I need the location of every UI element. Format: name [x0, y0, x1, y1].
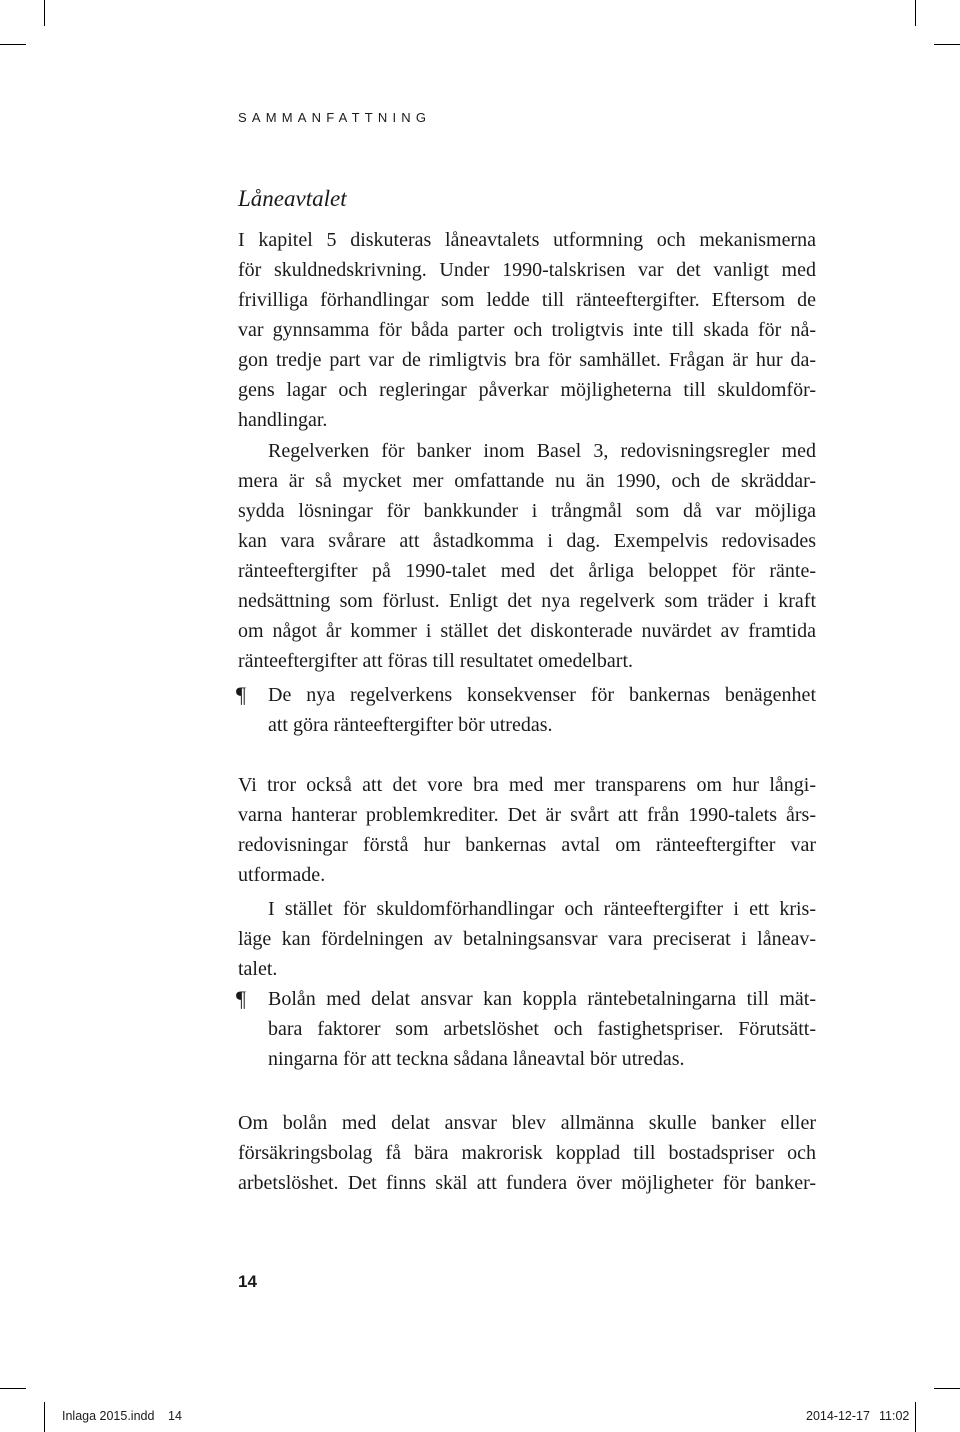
text-line: gens lagar och regleringar påverkar möjligheterna till skuldomför- [238, 379, 816, 401]
paragraph-5 [238, 1108, 816, 1198]
paragraph-2 [238, 436, 816, 676]
text-line: Vi tror också att det vore bra med mer transparens om hur långi- [238, 774, 816, 796]
text-line: utformade. [238, 864, 326, 886]
slug-divider [915, 1402, 916, 1432]
text-line: var gynnsamma för båda parter och troligtvis inte till skada för nå- [238, 319, 816, 341]
text-line: I stället för skuldomförhandlingar och ränteeftergifter i ett kris- [268, 898, 816, 920]
slug-time: 11:02 [879, 1409, 910, 1423]
text-line: handlingar. [238, 409, 328, 431]
text-line: Om bolån med delat ansvar blev allmänna skulle banker eller [238, 1112, 816, 1134]
print-slug [0, 1398, 960, 1432]
recommendation-1 [238, 680, 816, 740]
text-line: sydda lösningar för bankkunder i trångmål som då var möjliga [238, 500, 816, 522]
crop-mark [934, 44, 960, 45]
text-line: talet. [238, 958, 278, 980]
text-line: för skuldnedskrivning. Under 1990-talskrisen var det vanligt med [238, 259, 816, 281]
text-line: gon tredje part var de rimligtvis bra för samhället. Frågan är hur da- [238, 349, 816, 371]
text-line: att göra ränteeftergifter bör utredas. [268, 714, 553, 736]
text-line: redovisningar förstå hur bankernas avtal om ränteeftergifter var [238, 834, 816, 856]
running-head: SAMMANFATTNING [238, 110, 432, 125]
crop-mark [0, 1388, 26, 1389]
text-line: Regelverken för banker inom Basel 3, redovisningsregler med [268, 440, 816, 462]
text-line: Bolån med delat ansvar kan koppla räntebetalningarna till mät- [268, 988, 816, 1010]
slug-divider [44, 1402, 45, 1432]
pilcrow-icon: ¶ [236, 682, 246, 707]
text-line: ränteeftergifter att föras till resultatet omedelbart. [238, 650, 634, 672]
slug-date: 2014-12-17 [806, 1409, 870, 1423]
text-line: arbetslöshet. Det finns skäl att fundera över möjligheter för banker- [238, 1172, 816, 1194]
text-line: försäkringsbolag få bära makrorisk kopplad till bostadspriser och [238, 1142, 816, 1164]
page-number: 14 [238, 1272, 257, 1291]
text-line: ränteeftergifter på 1990-talet med det årliga beloppet för ränte- [238, 560, 816, 582]
text-line: läge kan fördelningen av betalningsansvar vara preciserat i låneav- [238, 928, 816, 950]
text-line: mera är så mycket mer omfattande nu än 1990, och de skräddar- [238, 470, 816, 492]
text-line: om något år kommer i stället det diskonterade nuvärdet av framtida [238, 620, 816, 642]
text-line: De nya regelverkens konsekvenser för bankernas benägenhet [268, 684, 816, 706]
text-line: ningarna för att teckna sådana låneavtal bör utredas. [268, 1048, 685, 1070]
text-line: bara faktorer som arbetslöshet och fastighetspriser. Förutsätt- [268, 1018, 816, 1040]
paragraph-4 [238, 894, 816, 984]
text-line: kan vara svårare att åstadkomma i dag. Exempelvis redovisades [238, 530, 816, 552]
recommendation-2 [238, 984, 816, 1074]
slug-file-name: Inlaga 2015.indd [62, 1409, 155, 1423]
crop-mark [44, 0, 45, 26]
crop-mark [915, 0, 916, 26]
paragraph-1 [238, 225, 816, 435]
text-line: frivilliga förhandlingar som ledde till ränteeftergifter. Eftersom de [238, 289, 816, 311]
section-title: Låneavtalet [238, 186, 347, 211]
text-line: varna hanterar problemkrediter. Det är svårt att från 1990-talets års- [238, 804, 816, 826]
text-line: nedsättning som förlust. Enligt det nya regelverk som träder i kraft [238, 590, 816, 612]
slug-page: 14 [168, 1409, 182, 1423]
pilcrow-icon: ¶ [236, 986, 246, 1011]
text-line: I kapitel 5 diskuteras låneavtalets utformning och mekanismerna [238, 229, 816, 251]
crop-mark [0, 44, 26, 45]
paragraph-3 [238, 770, 816, 890]
crop-mark [934, 1388, 960, 1389]
